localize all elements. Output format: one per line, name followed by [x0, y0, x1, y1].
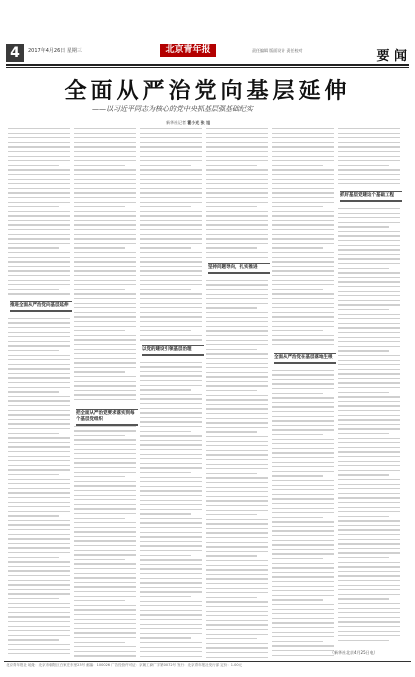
byline-prefix: 新华社记者 [166, 120, 186, 125]
page-footer [4, 661, 411, 671]
article-subheadline: ——以习近平同志为核心的党中央抓基层强基础纪实 [92, 105, 253, 113]
date-line: 2017年4月26日 星期三 [28, 48, 82, 54]
masthead-logo: 北京青年报 [160, 44, 216, 57]
text-column [338, 128, 400, 644]
section-title: 要 闻 [376, 49, 407, 64]
section-subtitle: 把全面从严治党要求落实到每个基层党组织 [76, 408, 138, 427]
header-rule-thin [6, 67, 409, 68]
section-subtitle: 以党的建设引领基层治理 [142, 344, 204, 357]
page-header [0, 44, 415, 66]
editor-note: （新华社北京4月25日电） [330, 650, 378, 655]
text-column [206, 128, 268, 661]
article-byline [166, 120, 210, 126]
text-column [74, 128, 136, 660]
article-headline: 全面从严治党向基层延伸 [64, 79, 351, 104]
text-column [8, 128, 70, 658]
text-column [272, 128, 334, 659]
section-subtitle: 全面从严治党在基层落地生根 [274, 352, 336, 365]
page-number: 4 [6, 44, 24, 62]
section-subtitle: 推进全面从严治党向基层延伸 [10, 300, 72, 313]
byline-names: 霍小光 张 旭 [187, 120, 211, 125]
text-column [140, 128, 202, 660]
section-subtitle: 坚持问题导向，扎实推进 [208, 262, 270, 275]
header-rule [6, 64, 409, 66]
section-subtitle: 抓好基层党建这个基础工程 [340, 190, 402, 203]
editor-meta: 责任编辑 版面设计 责任校对 [252, 48, 303, 53]
footer-text: 北京青年报社 地址：北京市朝阳区白家庄东里23号 邮编：100026 广告经营许可证：京朝工商广字第0072号 发行：北京青年报社发行部 定价：1.00元 [6, 663, 243, 667]
